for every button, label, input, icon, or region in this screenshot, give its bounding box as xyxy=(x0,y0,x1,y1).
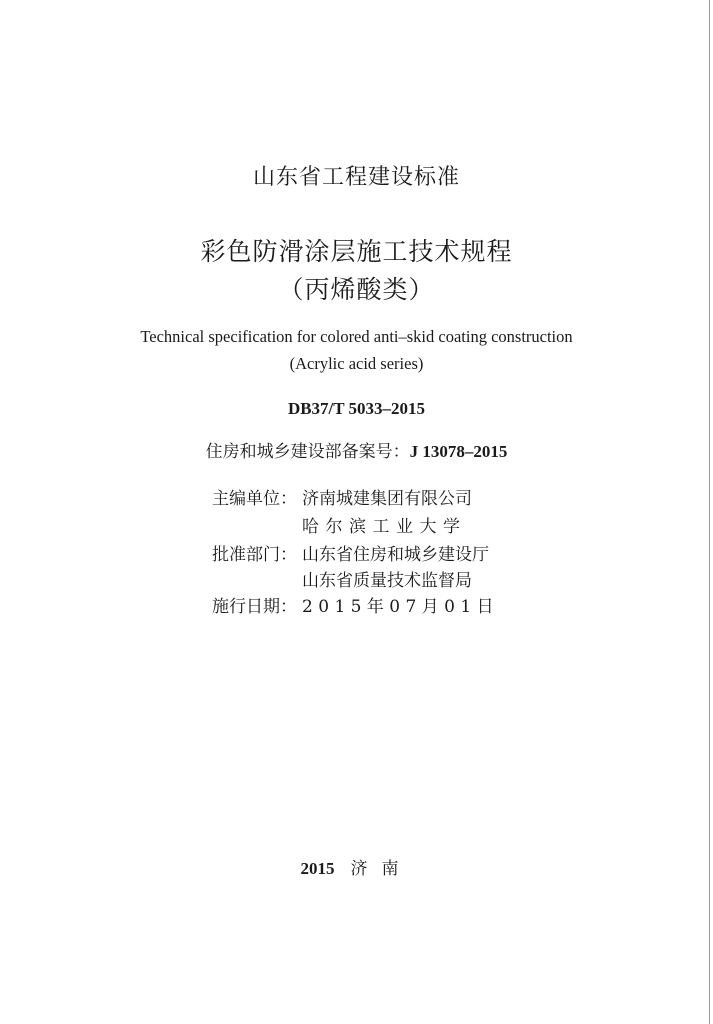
record-number: J 13078–2015 xyxy=(409,442,508,461)
publication-line xyxy=(0,854,713,879)
approver-dept-1: 山东省住房和城乡建设厅 xyxy=(302,545,489,565)
standard-series: 山东省工程建设标准 xyxy=(252,165,460,190)
document-subtitle: （丙烯酸类） xyxy=(278,275,435,304)
publication-city: 济南 xyxy=(350,859,413,879)
standard-code: DB37/T 5033–2015 xyxy=(287,399,426,418)
record-line xyxy=(0,437,713,462)
approver-dept-2: 山东省质量技术监督局 xyxy=(302,571,472,591)
editor-label: 主编单位： xyxy=(212,489,297,509)
english-title: Technical specification for colored anti–skid coating construction xyxy=(140,327,573,346)
editor-row xyxy=(212,484,472,509)
approver-row xyxy=(212,540,489,565)
editor-unit-2: 哈尔滨工业大学 xyxy=(302,517,467,537)
record-label: 住房和城乡建设部备案号： xyxy=(205,442,410,462)
editor-unit-1: 济南城建集团有限公司 xyxy=(302,489,472,509)
approver-row-2 xyxy=(212,566,472,591)
effective-date-row xyxy=(212,592,494,617)
publication-year: 2015 xyxy=(300,859,335,878)
effective-date-value: 2 0 1 5 年 0 7 月 0 1 日 xyxy=(302,597,494,617)
english-subtitle: (Acrylic acid series) xyxy=(289,354,424,373)
approver-label: 批准部门： xyxy=(212,545,297,565)
editor-row-2 xyxy=(212,512,467,537)
effective-date-label: 施行日期： xyxy=(212,597,297,617)
document-title: 彩色防滑涂层施工技术规程 xyxy=(200,237,513,266)
